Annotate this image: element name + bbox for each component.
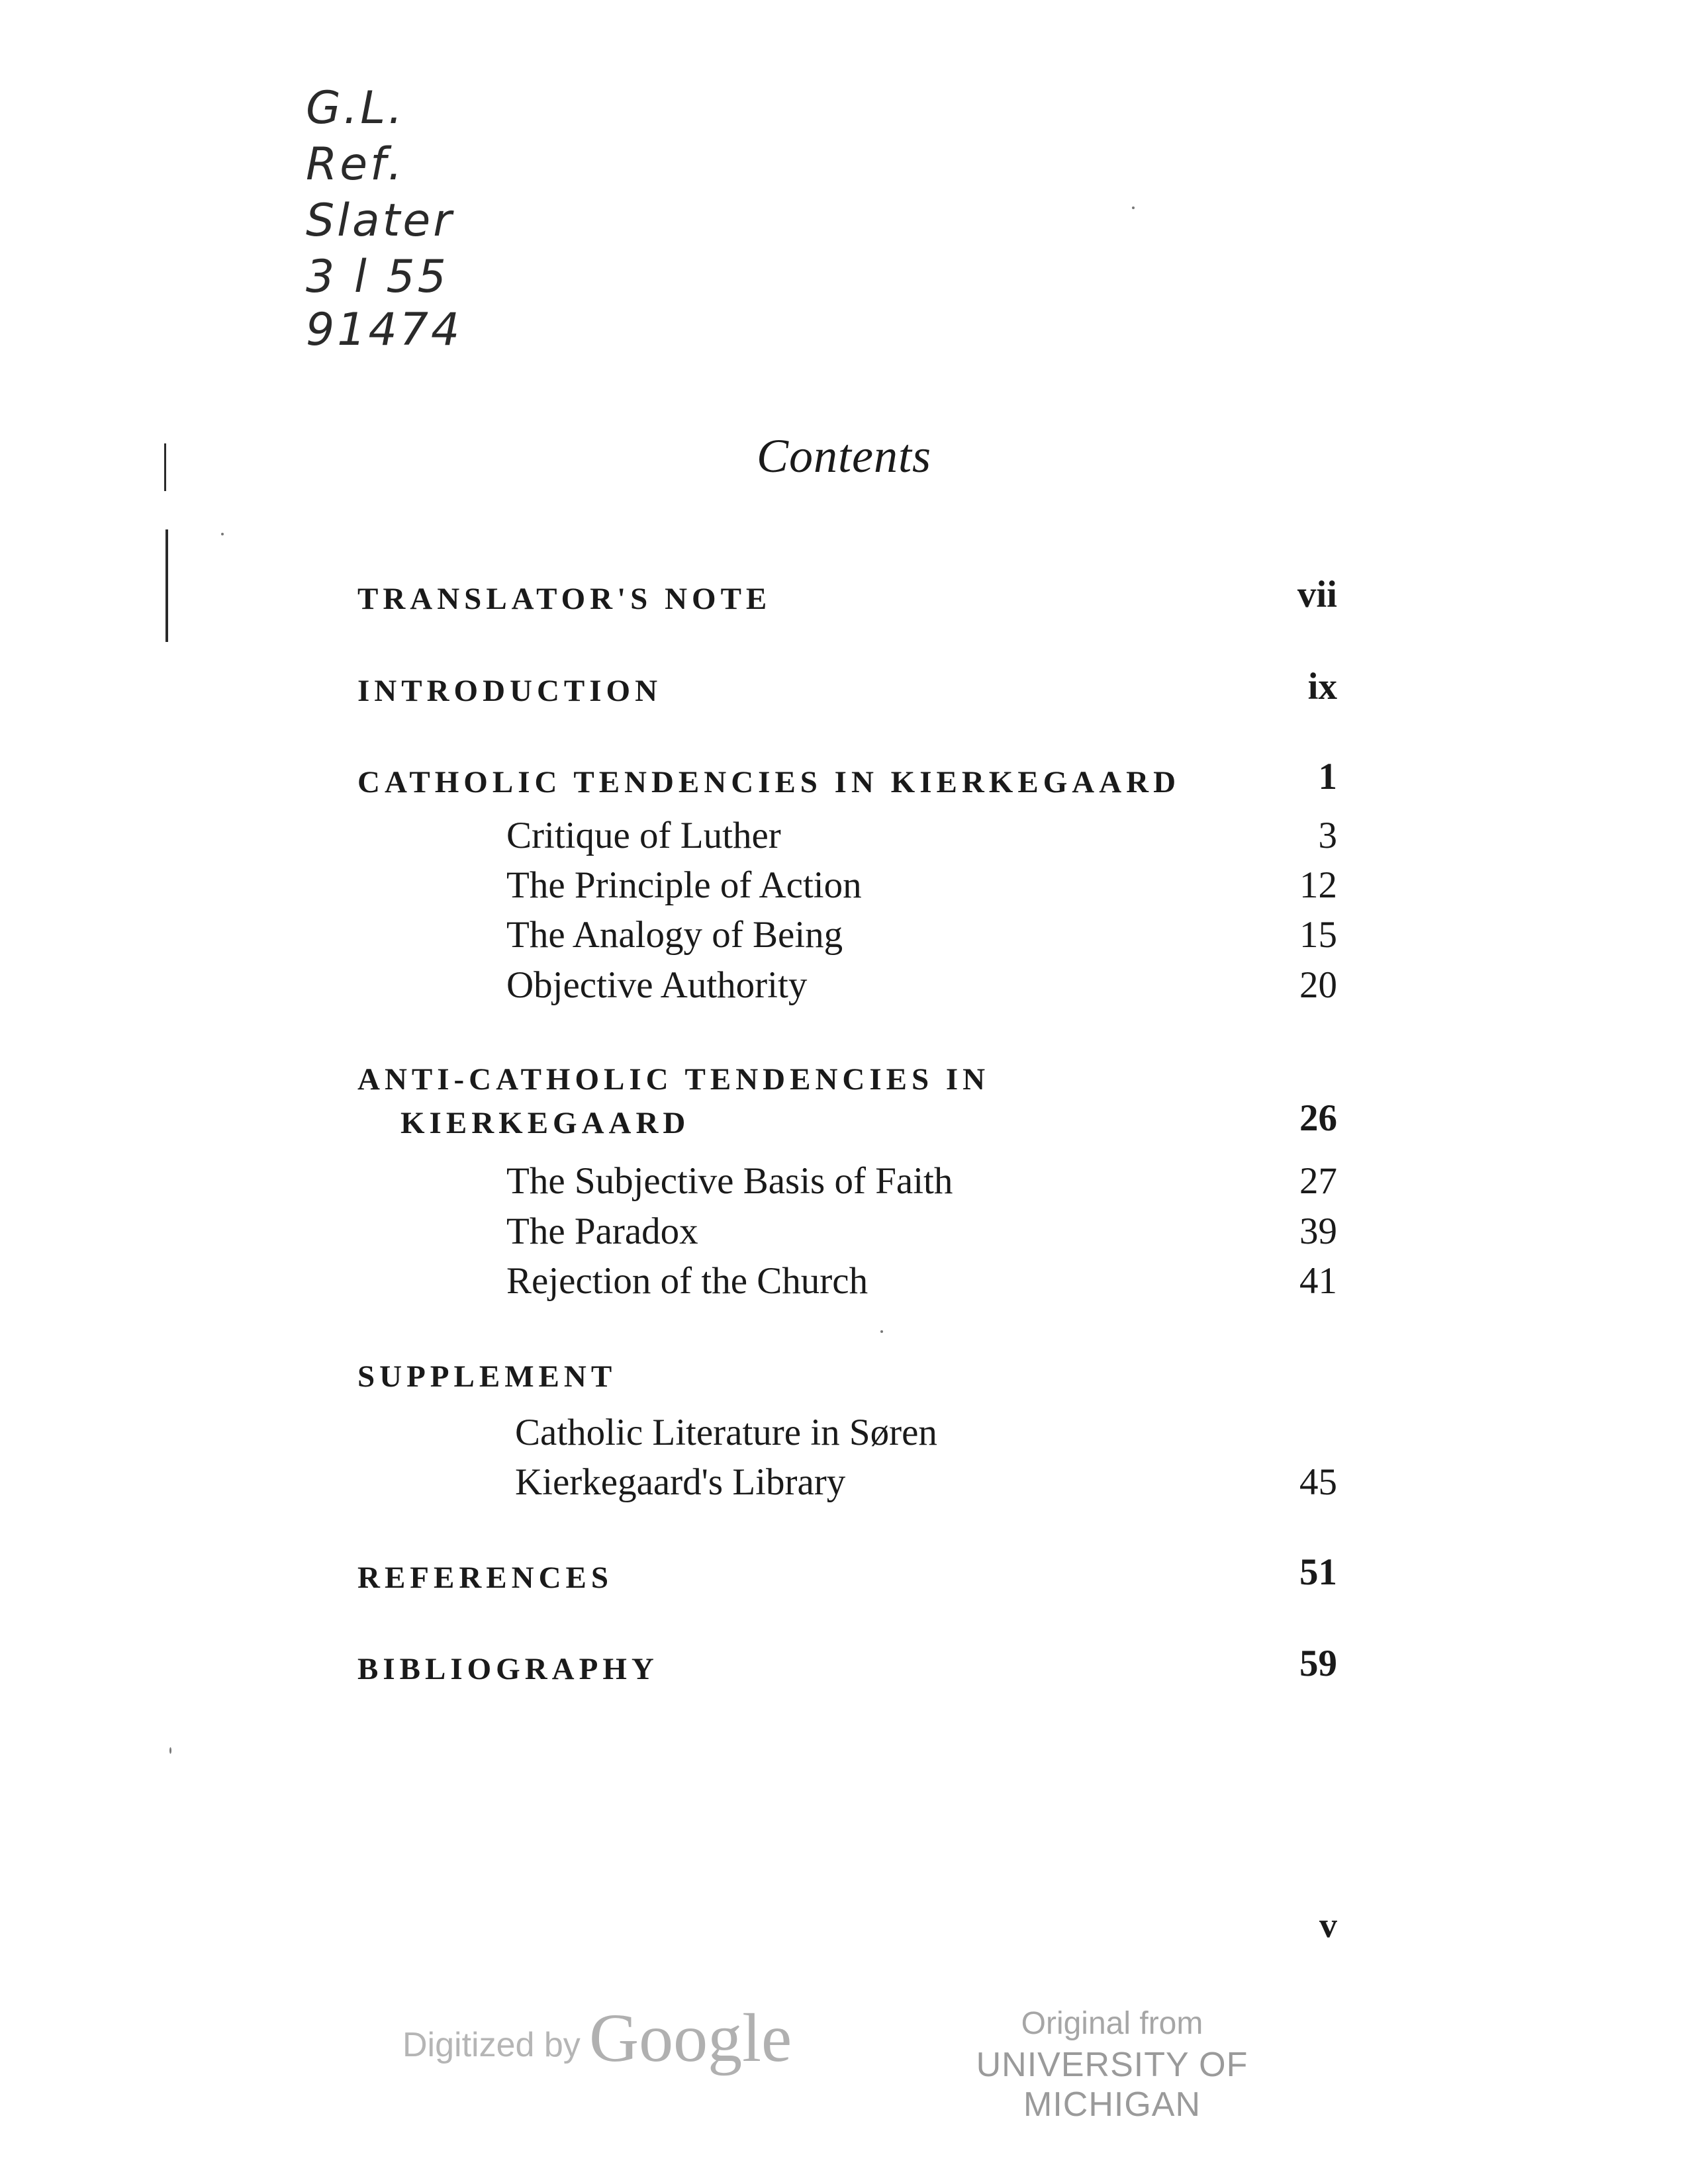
toc-page-number: ix — [1307, 666, 1337, 707]
toc-entry-page: 27 — [1299, 1160, 1337, 1202]
toc-page-number: 51 — [1299, 1551, 1337, 1593]
toc-section-label: TRANSLATOR'S NOTE — [357, 582, 772, 616]
toc-page-number: vii — [1297, 574, 1337, 615]
digitized-by-text: Digitized by — [402, 2026, 581, 2064]
toc-section-label: ANTI-CATHOLIC TENDENCIES IN — [357, 1062, 990, 1097]
toc-section-label-cont: KIERKEGAARD — [400, 1106, 690, 1140]
original-from-text: Original from — [1021, 2006, 1203, 2041]
page-number: v — [1319, 1905, 1337, 1945]
toc-section-label: INTRODUCTION — [357, 674, 663, 708]
toc-entry-page: 12 — [1299, 864, 1337, 906]
toc-section-label: BIBLIOGRAPHY — [357, 1652, 659, 1686]
toc-entry-label: The Subjective Basis of Faith — [506, 1160, 953, 1202]
toc-entry-label: Critique of Luther — [506, 815, 781, 856]
toc-page-number: 59 — [1299, 1643, 1337, 1684]
toc-entry-page: 3 — [1318, 815, 1337, 856]
toc-section-label: REFERENCES — [357, 1561, 614, 1595]
scan-speck — [1132, 206, 1135, 209]
handwritten-line: Ref. — [306, 138, 405, 191]
institution-name: UNIVERSITY OF MICHIGAN — [976, 2046, 1248, 2124]
toc-entry-label: Rejection of the Church — [506, 1260, 868, 1302]
toc-entry-label: The Analogy of Being — [506, 914, 843, 956]
toc-entry-page: 39 — [1299, 1210, 1337, 1252]
toc-entry-page: 15 — [1299, 914, 1337, 956]
scan-speck — [880, 1330, 883, 1333]
google-logo: Google — [589, 2000, 792, 2076]
scan-speck — [221, 533, 224, 535]
toc-entry-label: Catholic Literature in Søren — [515, 1412, 937, 1453]
toc-section-label: SUPPLEMENT — [357, 1359, 617, 1394]
toc-entry-page: 41 — [1299, 1260, 1337, 1302]
toc-entry-label: Objective Authority — [506, 964, 808, 1006]
handwritten-line: Slater — [306, 195, 455, 247]
toc-entry-label: The Principle of Action — [506, 864, 862, 906]
scan-speck — [169, 1747, 171, 1754]
toc-entry-page: 20 — [1299, 964, 1337, 1006]
toc-section-label: CATHOLIC TENDENCIES IN KIERKEGAARD — [357, 765, 1181, 799]
handwritten-line: 3 l 55 — [306, 251, 449, 303]
scan-edge-line — [165, 529, 168, 642]
toc-entry-label-cont: Kierkegaard's Library — [515, 1461, 846, 1503]
handwritten-line: G.L. — [306, 82, 405, 134]
toc-page-number: 1 — [1318, 756, 1337, 797]
toc-page-number: 26 — [1299, 1097, 1337, 1139]
page-title: Contents — [756, 430, 931, 482]
handwritten-line: 91474 — [306, 304, 463, 356]
toc-entry-label: The Paradox — [506, 1210, 698, 1252]
toc-entry-page: 45 — [1299, 1461, 1337, 1503]
